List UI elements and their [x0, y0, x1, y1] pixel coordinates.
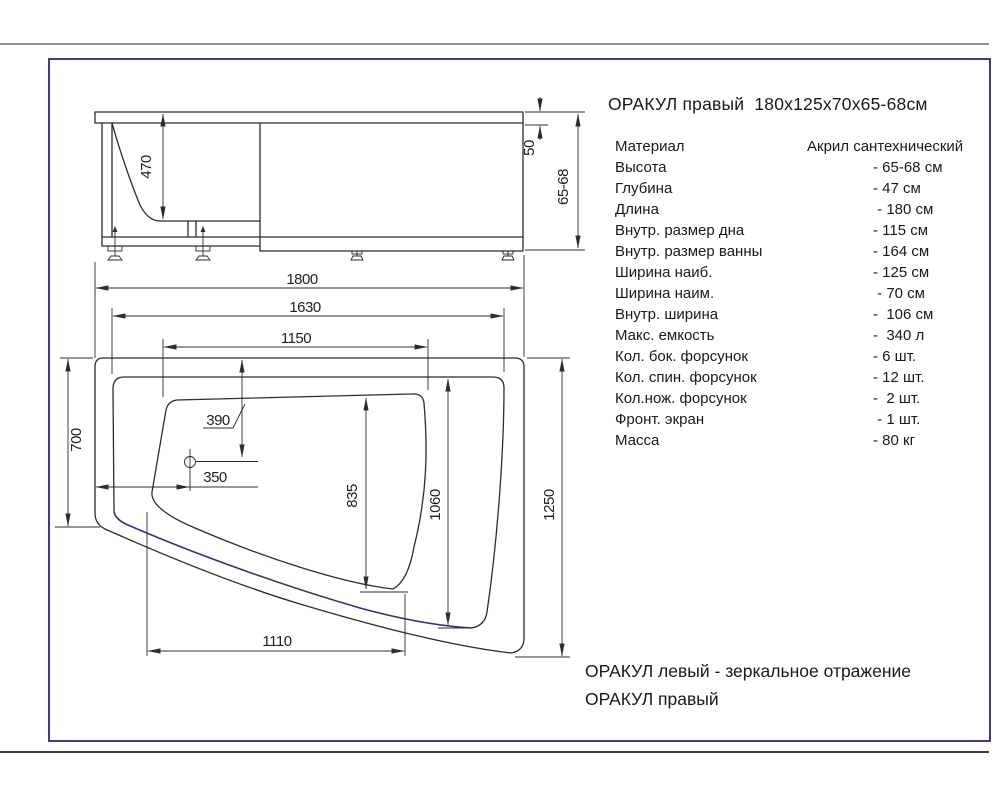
dim-label-1250: 1250 — [541, 489, 558, 521]
spec-table — [615, 136, 975, 451]
spec-label: Кол. спин. форсунок — [615, 369, 757, 386]
spec-value: - 47 см — [873, 180, 921, 197]
spec-value: - 340 л — [873, 327, 925, 344]
spec-value: - 125 см — [873, 264, 930, 281]
spec-row-bath-size — [615, 241, 975, 262]
dim-drain-from-top — [197, 360, 258, 462]
spec-label: Макс. емкость — [615, 327, 715, 344]
dim-label-470: 470 — [138, 155, 155, 179]
dim-label-390: 390 — [206, 412, 230, 429]
footer-line-right-version: ОРАКУЛ правый — [585, 689, 719, 709]
spec-row-capacity — [615, 325, 975, 346]
spec-row-height — [615, 157, 975, 178]
spec-label: Кол. бок. форсунок — [615, 348, 748, 365]
footer-line-left-version: ОРАКУЛ левый - зеркальное отражение — [585, 661, 912, 681]
side-left-wall — [102, 123, 112, 246]
spec-label: Внутр. размер ванны — [615, 243, 763, 260]
spec-label: Ширина наиб. — [615, 264, 713, 281]
spec-row-material — [615, 136, 975, 157]
dim-label-1060: 1060 — [427, 489, 444, 521]
dim-rim-height — [521, 97, 585, 156]
foot-4 — [502, 251, 514, 260]
plan-inner-contour — [113, 377, 504, 628]
spec-row-depth — [615, 178, 975, 199]
dim-label-350: 350 — [203, 469, 227, 486]
dim-bowl-width — [344, 398, 408, 592]
dim-bowl-top-length — [163, 330, 428, 397]
dim-label-1800: 1800 — [286, 271, 318, 288]
spec-value: - 1 шт. — [873, 411, 921, 428]
dim-overall-height — [525, 114, 585, 250]
spec-value: - 80 кг — [873, 432, 916, 449]
side-drain-pipe — [188, 221, 196, 237]
plan-outer-contour — [95, 358, 524, 653]
side-frame-bottom — [102, 237, 523, 251]
dim-label-1150: 1150 — [280, 330, 312, 347]
dim-label-1630: 1630 — [289, 299, 321, 316]
spec-value: - 180 см — [873, 201, 934, 218]
spec-value: - 2 шт. — [873, 390, 921, 407]
spec-row-front-screen — [615, 409, 975, 430]
spec-value: Акрил сантехнический — [807, 138, 964, 155]
spec-row-width-min — [615, 283, 975, 304]
spec-label: Длина — [615, 201, 659, 218]
side-view — [95, 97, 585, 358]
spec-row-length — [615, 199, 975, 220]
spec-value: - 6 шт. — [873, 348, 917, 365]
spec-value: - 65-68 см — [873, 159, 943, 176]
spec-label: Фронт. экран — [615, 411, 705, 428]
spec-label: Ширина наим. — [615, 285, 715, 302]
side-feet — [108, 226, 514, 260]
spec-row-weight — [615, 430, 975, 451]
foot-2 — [196, 226, 210, 260]
dim-label-65-68: 65-68 — [555, 169, 572, 205]
foot-3 — [351, 251, 363, 260]
dim-label-835: 835 — [344, 484, 361, 508]
footer-note — [585, 657, 911, 713]
dim-label-1110: 1110 — [262, 633, 292, 650]
spec-row-foot-jets — [615, 388, 975, 409]
dim-inner-depth — [138, 114, 163, 219]
spec-value: - 70 см — [873, 285, 925, 302]
spec-label: Глубина — [615, 180, 673, 197]
plan-bowl-contour — [152, 394, 426, 589]
spec-label: Материал — [615, 138, 685, 155]
spec-value: - 12 шт. — [873, 369, 925, 386]
spec-label: Внутр. размер дна — [615, 222, 745, 239]
spec-row-inner-width — [615, 304, 975, 325]
dim-narrow-end-width — [55, 358, 100, 527]
drawing-title: ОРАКУЛ правый 180х125х70х65-68см — [608, 94, 928, 114]
foot-1 — [108, 226, 122, 260]
spec-label: Масса — [615, 432, 660, 449]
spec-row-side-jets — [615, 346, 975, 367]
dim-overall-width — [515, 358, 570, 657]
side-bowl-profile — [112, 123, 260, 221]
spec-row-width-max — [615, 262, 975, 283]
spec-value: - 115 см — [873, 222, 929, 239]
spec-label: Высота — [615, 159, 667, 176]
dim-label-700: 700 — [68, 428, 85, 452]
dim-label-50: 50 — [521, 140, 538, 156]
plan-view — [55, 299, 570, 657]
dim-inner-rim-width — [427, 379, 470, 628]
spec-label: Кол.нож. форсунок — [615, 390, 747, 407]
spec-value: - 164 см — [873, 243, 930, 260]
dim-drain-from-left — [96, 469, 258, 491]
side-rim — [95, 112, 523, 123]
spec-label: Внутр. ширина — [615, 306, 719, 323]
spec-row-bottom-size — [615, 220, 975, 241]
spec-row-back-jets — [615, 367, 975, 388]
spec-value: - 106 см — [873, 306, 934, 323]
